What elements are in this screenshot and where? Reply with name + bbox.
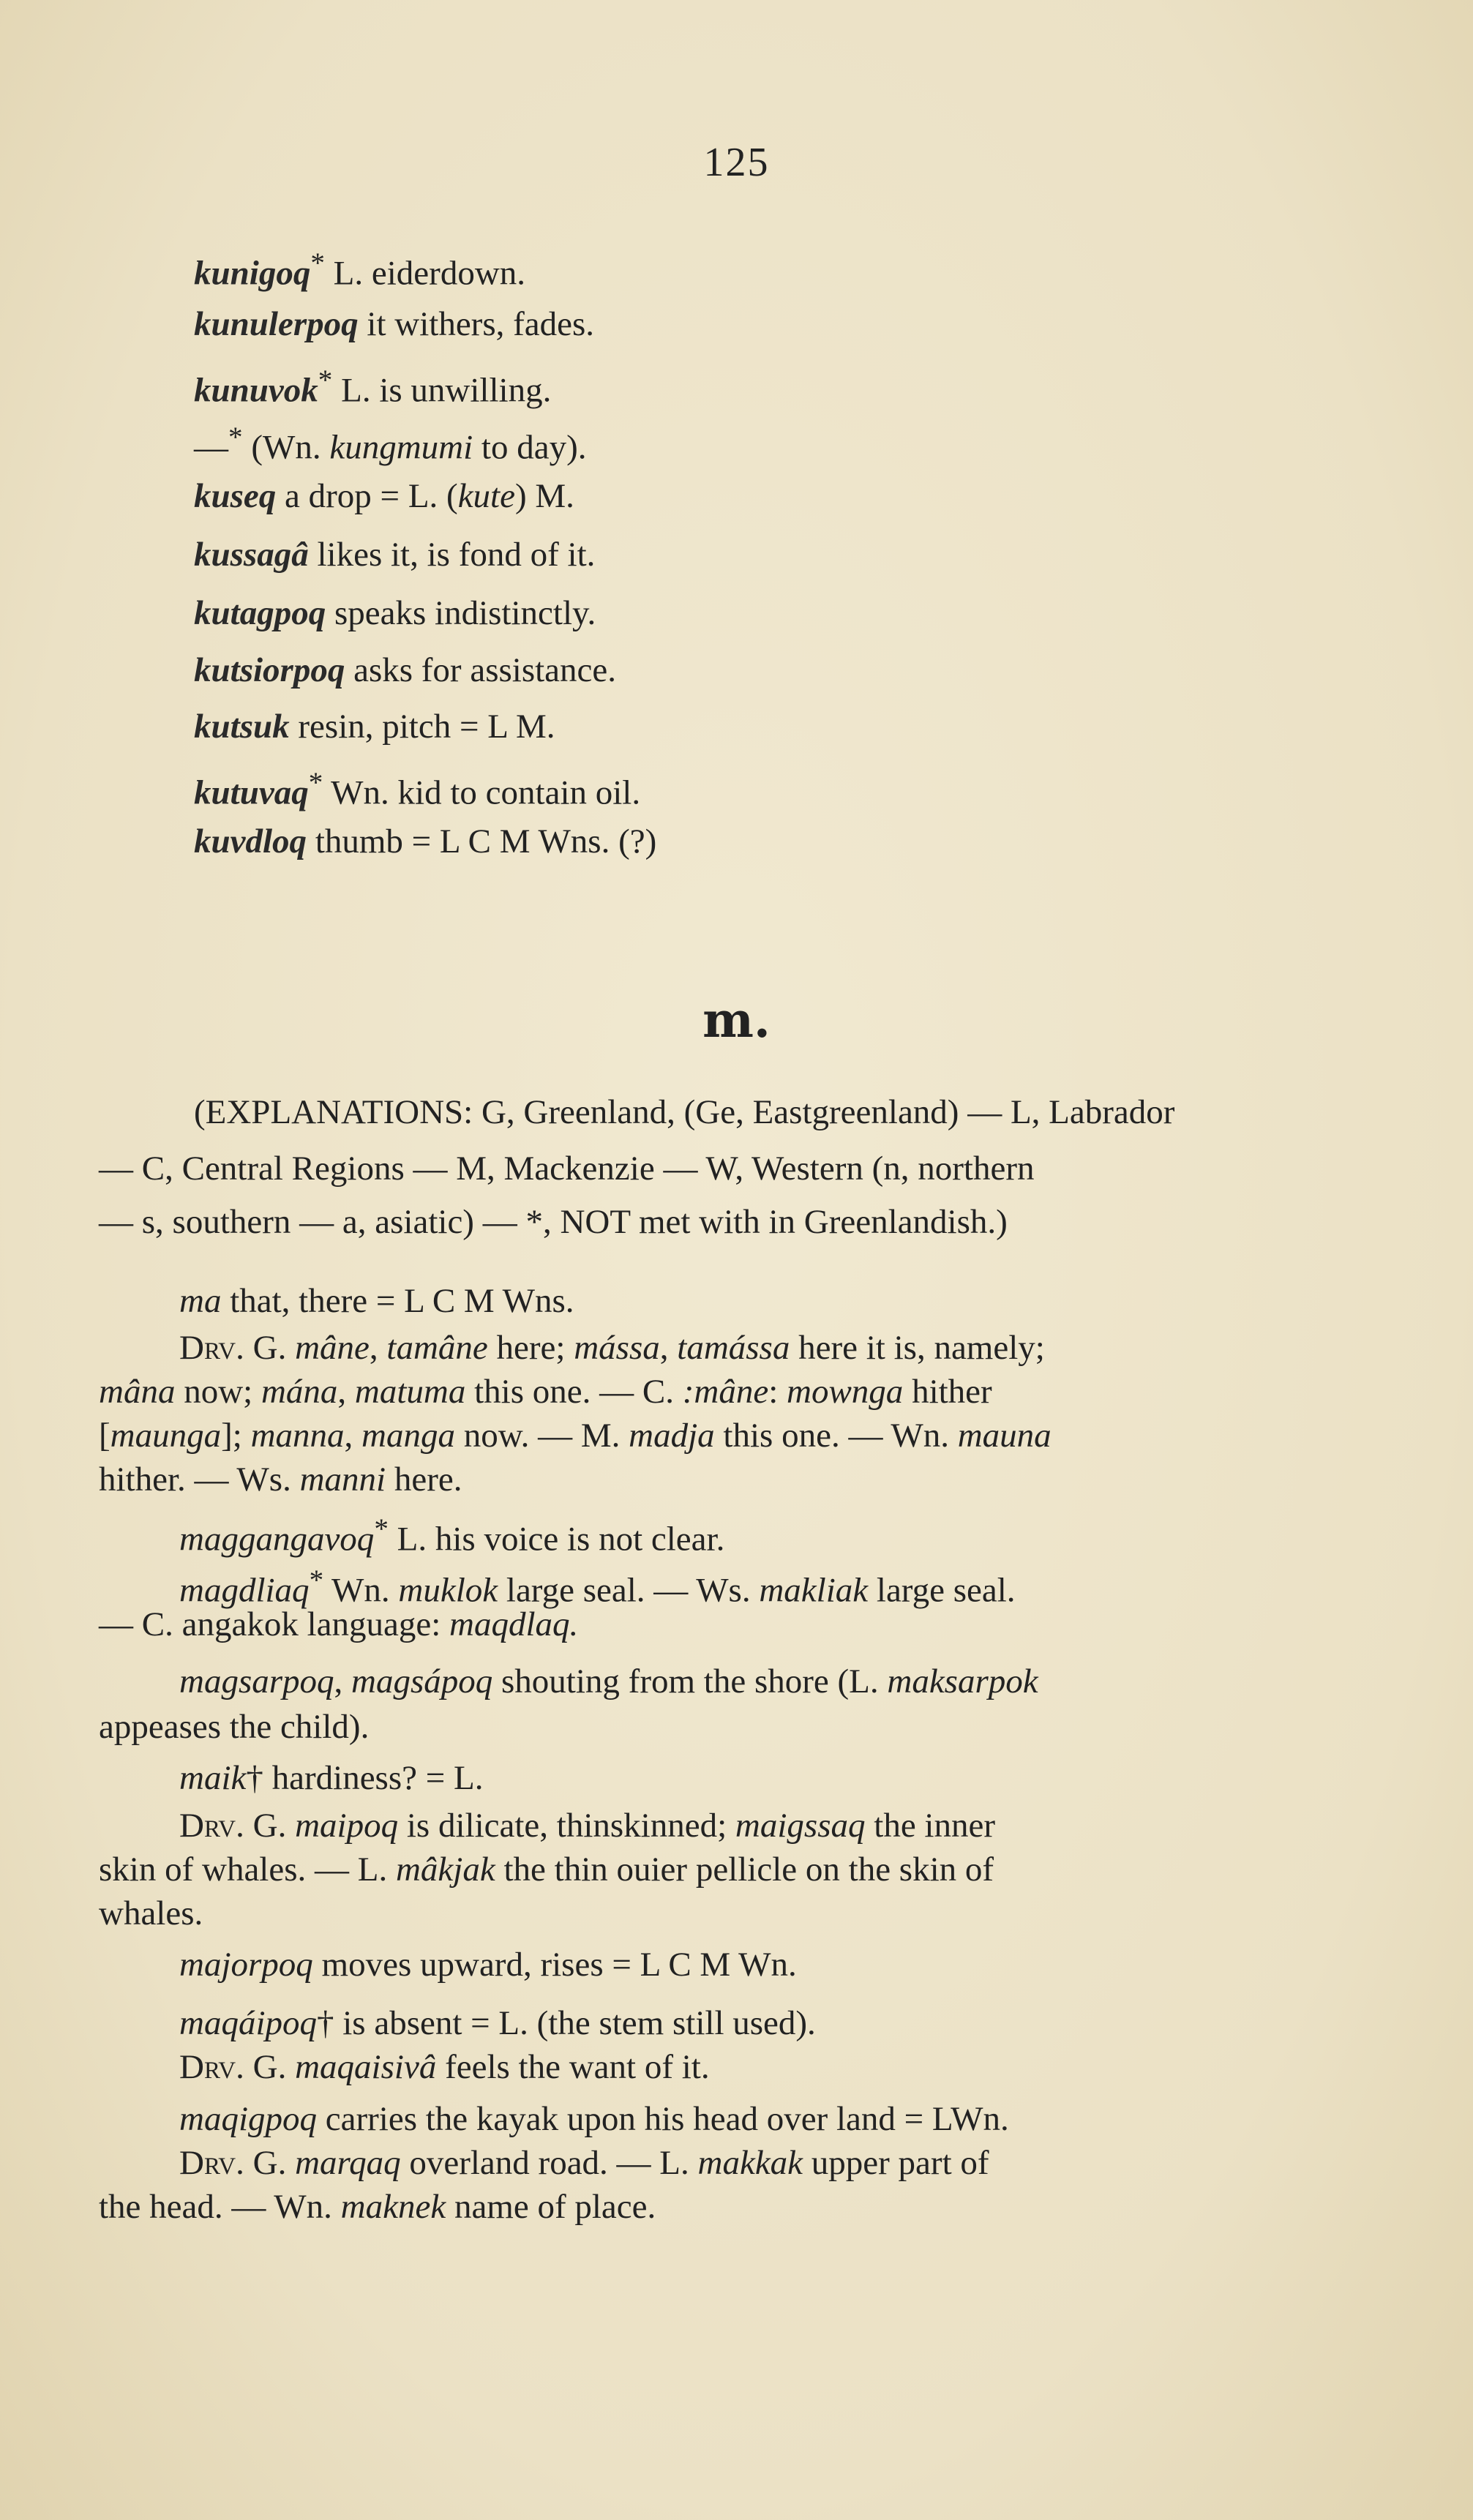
headword: maqáipoq: [179, 2004, 317, 2042]
entry-line: [99, 1602, 578, 1646]
entry-line: [194, 761, 640, 815]
asterisk-mark: *: [309, 1564, 324, 1596]
cited-form: magsápoq: [351, 1662, 493, 1700]
text: G.: [244, 1807, 296, 1845]
cited-form: maipoq: [295, 1807, 399, 1845]
definition: moves upward, rises = L C M Wn.: [312, 1946, 797, 1984]
text: large seal. — Ws.: [498, 1571, 760, 1610]
cited-form: mâna: [99, 1373, 176, 1411]
cited-form: tamássa: [677, 1329, 790, 1367]
entry-line: [179, 1507, 724, 1561]
text: the head. — Wn.: [99, 2188, 341, 2226]
text: here.: [386, 1460, 462, 1499]
text: hither. — Ws.: [99, 1460, 300, 1499]
text: ,: [334, 1662, 352, 1700]
text: hither: [903, 1373, 992, 1411]
entry-line: [194, 474, 574, 518]
definition: thumb = L C M Wns. (?): [307, 822, 657, 860]
headword: kutsuk: [194, 708, 290, 746]
cited-form: makliak: [759, 1571, 869, 1610]
definition-tail: to day).: [473, 428, 587, 467]
cited-form: mâne: [295, 1329, 370, 1367]
headword: majorpoq: [179, 1946, 313, 1984]
cited-form: makkak: [697, 2144, 803, 2182]
entry-line: [179, 2045, 710, 2089]
entry-line: [179, 1756, 483, 1800]
dagger-mark: †: [317, 2004, 334, 2042]
headword: kuvdloq: [194, 822, 307, 860]
cited-form: marqaq: [295, 2144, 401, 2182]
cited-form: mássa: [574, 1329, 660, 1367]
cited-form: mownga: [787, 1373, 904, 1411]
text: this one. — C.: [465, 1373, 683, 1411]
derivation-label: Drv.: [179, 2048, 244, 2086]
cited-form: maksarpok: [887, 1662, 1038, 1700]
cited-form: muklok: [398, 1571, 498, 1610]
text: shouting from the shore (L.: [492, 1662, 888, 1700]
headword: ma: [179, 1282, 222, 1320]
section-heading: m.: [702, 991, 771, 1049]
headword: kuseq: [194, 477, 277, 515]
definition: it withers, fades.: [358, 305, 595, 343]
text: ,: [344, 1417, 362, 1455]
entry-line: [179, 1279, 574, 1323]
entry-line: [194, 591, 596, 635]
text: whales.: [99, 1894, 203, 1932]
derivation-label: Drv.: [179, 1807, 244, 1845]
entry-line: [99, 1414, 1052, 1458]
entry-line: [194, 820, 656, 863]
text: the thin ouier pellicle on the skin of: [495, 1850, 994, 1889]
asterisk-mark: *: [310, 247, 325, 279]
entry-line: [194, 241, 525, 296]
cited-form: manni: [299, 1460, 386, 1499]
cited-form: tamâne: [386, 1329, 488, 1367]
asterisk-mark: *: [374, 1513, 389, 1545]
text: now;: [175, 1373, 261, 1411]
headword: maqigpoq: [179, 2100, 317, 2138]
text: is dilicate, thinskinned;: [398, 1807, 735, 1845]
definition: that, there = L C M Wns.: [221, 1282, 574, 1320]
entry-line: [99, 1370, 992, 1414]
cited-form: mauna: [957, 1417, 1052, 1455]
entry-line: [99, 1705, 369, 1749]
text: the inner: [865, 1807, 996, 1845]
derivation-label: Drv.: [179, 1329, 244, 1367]
text: large seal.: [868, 1571, 1016, 1610]
entry-line: [99, 1458, 462, 1501]
definition: is absent = L. (the stem still used).: [334, 2004, 816, 2042]
headword: kutsiorpoq: [194, 651, 345, 689]
entry-line: [99, 1891, 203, 1935]
text: upper part of: [803, 2144, 989, 2182]
definition: L. is unwilling.: [332, 371, 552, 410]
entry-line: [179, 1804, 995, 1848]
text: here;: [487, 1329, 574, 1367]
text: overland road. — L.: [400, 2144, 698, 2182]
headword: kutagpoq: [194, 594, 326, 632]
cited-form: maqaisivâ: [295, 2048, 437, 2086]
definition: (Wn.: [242, 428, 330, 467]
text: G.: [244, 2144, 296, 2182]
cited-form: kute: [457, 477, 515, 515]
cited-form: matuma: [354, 1373, 466, 1411]
derivation-label: Drv.: [179, 2144, 244, 2182]
text: — C. angakok language:: [99, 1605, 450, 1643]
text: here it is, namely;: [790, 1329, 1045, 1367]
dagger-mark: †: [246, 1759, 263, 1797]
text: feels the want of it.: [436, 2048, 710, 2086]
headword: kunuvok: [194, 371, 318, 410]
entry-line: [179, 1943, 797, 1987]
cited-form: madja: [629, 1417, 715, 1455]
entry-line: [194, 359, 551, 413]
explanations-line: (EXPLANATIONS: G, Greenland, (Ge, Eastgreenland) — L, Labrador: [194, 1093, 1175, 1131]
headword: kussagâ: [194, 536, 309, 574]
definition: asks for assistance.: [345, 651, 617, 689]
text: G.: [244, 1329, 296, 1367]
dash: —: [194, 428, 228, 467]
entry-line: [179, 2097, 1009, 2141]
text: Wn.: [323, 1571, 399, 1610]
explanations-line: — s, southern — a, asiatic) — *, NOT met with in Greenlandish.): [99, 1203, 1008, 1241]
cited-form: maigssaq: [735, 1807, 866, 1845]
page-number: 125: [703, 140, 770, 185]
headword: kunigoq: [194, 254, 311, 293]
entry-line: [194, 416, 586, 470]
text: name of place.: [446, 2188, 656, 2226]
cited-form: mána: [261, 1373, 338, 1411]
text: now. — M.: [454, 1417, 629, 1455]
cited-form: maknek: [340, 2188, 446, 2226]
headword: magsarpoq: [179, 1662, 334, 1700]
text: appeases the child).: [99, 1708, 370, 1746]
text: this one. — Wn.: [714, 1417, 958, 1455]
definition-tail: ) M.: [514, 477, 574, 515]
entry-line: [99, 2185, 656, 2229]
entry-line: [194, 705, 555, 749]
text: :: [768, 1373, 787, 1411]
text: ,: [659, 1329, 678, 1367]
entry-line: [179, 2141, 989, 2185]
definition: L. his voice is not clear.: [388, 1520, 725, 1559]
text: [: [99, 1417, 110, 1455]
definition: L. eiderdown.: [324, 254, 526, 293]
asterisk-mark: *: [228, 421, 243, 453]
text: G.: [244, 2048, 296, 2086]
cited-form: manga: [361, 1417, 455, 1455]
text: ];: [221, 1417, 251, 1455]
headword: magdliaq: [179, 1571, 310, 1610]
definition: a drop = L. (: [276, 477, 458, 515]
cited-form: maunga: [110, 1417, 222, 1455]
text: skin of whales. — L.: [99, 1850, 396, 1889]
entry-line: [194, 648, 616, 692]
definition: Wn. kid to contain oil.: [323, 773, 641, 812]
headword: maggangavoq: [179, 1520, 375, 1559]
entry-line: [179, 2001, 816, 2045]
text: ,: [337, 1373, 355, 1411]
cited-form: mâkjak: [395, 1850, 495, 1889]
cited-form: maqdlaq.: [449, 1605, 579, 1643]
definition: carries the kayak upon his head over land = LWn.: [317, 2100, 1009, 2138]
entry-line: [99, 1848, 994, 1891]
definition: likes it, is fond of it.: [308, 536, 596, 574]
text: ,: [369, 1329, 387, 1367]
asterisk-mark: *: [318, 364, 333, 396]
definition: hardiness? = L.: [263, 1759, 484, 1797]
entry-line: [179, 1326, 1045, 1370]
explanations-line: — C, Central Regions — M, Mackenzie — W, Western (n, northern: [99, 1150, 1035, 1188]
cited-form: kungmumi: [329, 428, 473, 467]
entry-line: [194, 302, 594, 346]
headword: kutuvaq: [194, 773, 309, 812]
definition: resin, pitch = L M.: [289, 708, 555, 746]
cited-form: :mâne: [682, 1373, 769, 1411]
entry-line: [194, 533, 595, 577]
headword: kunulerpoq: [194, 305, 359, 343]
asterisk-mark: *: [308, 767, 323, 798]
definition: speaks indistinctly.: [326, 594, 596, 632]
cited-form: manna: [250, 1417, 345, 1455]
entry-line: [179, 1660, 1038, 1703]
headword: maik: [179, 1759, 247, 1797]
